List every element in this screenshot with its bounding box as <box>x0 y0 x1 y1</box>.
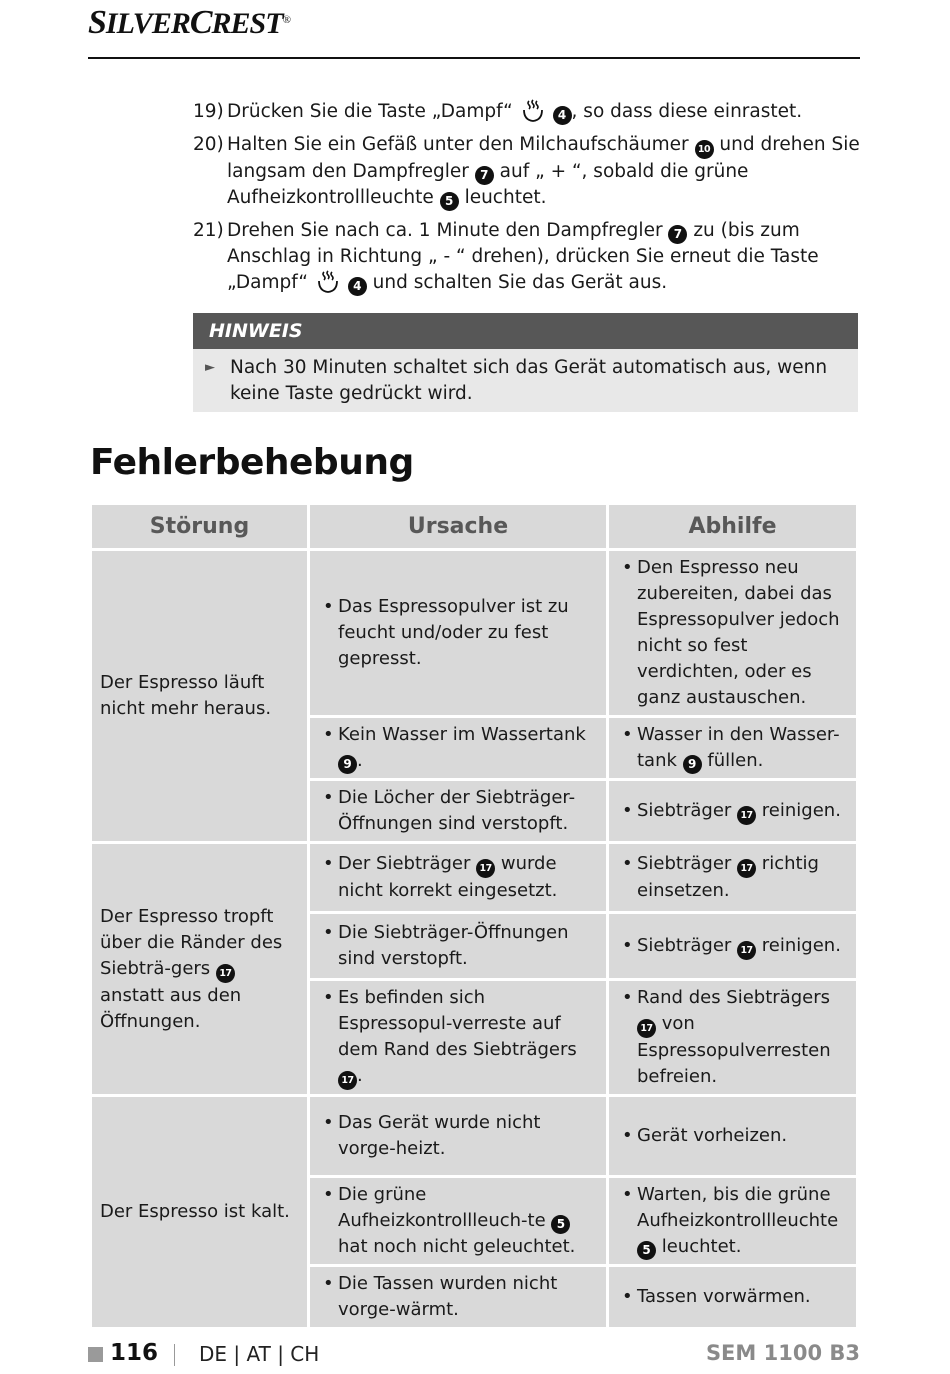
table-header-row <box>92 505 856 548</box>
problem-cell: Der Espresso ist kalt. <box>92 1097 307 1327</box>
language-codes: DE | AT | CH <box>199 1342 320 1366</box>
column-header: Ursache <box>310 505 606 548</box>
part-number-badge: 5 <box>637 1241 656 1260</box>
step-text-part: zu (bis zum Anschlag in Richtung „ - “ drehen), drücken Sie erneut die Taste „Dampf“ <box>227 220 819 293</box>
part-number-badge: 10 <box>695 140 714 159</box>
cause-cell: • Das Gerät wurde nicht vorge-heizt. <box>310 1097 606 1175</box>
remedy-cell: • Tassen vorwärmen. <box>609 1267 856 1327</box>
part-number-badge: 7 <box>668 225 687 244</box>
step-text-part: Drehen Sie nach ca. 1 Minute den Dampfregler <box>227 220 663 241</box>
step-19 <box>193 99 873 125</box>
step-number: 21) <box>193 220 224 241</box>
section-title: Fehlerbehebung <box>90 442 414 483</box>
step-text-part: Halten Sie ein Gefäß unter den Milchaufschäumer <box>227 134 689 155</box>
table-row <box>92 844 856 911</box>
step-text <box>227 99 873 125</box>
remedy-cell: • Warten, bis die grüne Aufheizkontrollleuchte 5 leuchtet. <box>609 1178 856 1264</box>
note-box <box>193 313 858 412</box>
part-number-badge: 17 <box>338 1071 357 1090</box>
part-number-badge: 7 <box>475 166 494 185</box>
instruction-steps <box>193 99 873 303</box>
column-header: Störung <box>92 505 307 548</box>
problem-cell: Der Espresso läuft nicht mehr heraus. <box>92 551 307 841</box>
part-number-badge: 4 <box>553 106 572 125</box>
part-number-badge: 17 <box>737 941 756 960</box>
part-number-badge: 4 <box>348 277 367 296</box>
remedy-cell: • Siebträger 17 reinigen. <box>609 781 856 841</box>
part-number-badge: 17 <box>216 964 235 983</box>
cause-cell: • Die Siebträger-Öffnungen sind verstopft. <box>310 914 606 978</box>
remedy-cell: • Rand des Siebträgers 17 von Espressopulverresten befreien. <box>609 981 856 1094</box>
note-title: HINWEIS <box>193 313 858 349</box>
part-number-badge: 5 <box>440 192 459 211</box>
remedy-cell: • Siebträger 17 reinigen. <box>609 914 856 978</box>
part-number-badge: 9 <box>338 755 357 774</box>
remedy-cell: • Gerät vorheizen. <box>609 1097 856 1175</box>
table-row <box>92 1097 856 1175</box>
steam-icon <box>521 99 545 123</box>
header-rule <box>88 57 860 59</box>
step-text-part: und drehen Sie langsam den Dampfregler <box>227 134 860 182</box>
problem-cell: Der Espresso tropft über die Ränder des Siebträ-gers 17 anstatt aus den Öffnungen. <box>92 844 307 1094</box>
part-number-badge: 17 <box>737 859 756 878</box>
cause-cell: • Es befinden sich Espressopul-verreste auf dem Rand des Siebträgers 17 . <box>310 981 606 1094</box>
step-text-part: auf „ + “, sobald die grüne Aufheizkontrollleuchte <box>227 161 749 208</box>
footer-square-icon <box>88 1347 103 1362</box>
part-number-badge: 17 <box>637 1019 656 1038</box>
note-text: Nach 30 Minuten schaltet sich das Gerät automatisch aus, wenn keine Taste gedrückt wird. <box>230 357 828 404</box>
step-text <box>227 218 873 296</box>
column-header: Abhilfe <box>609 505 856 548</box>
footer-divider <box>174 1344 175 1366</box>
part-number-badge: 5 <box>551 1215 570 1234</box>
part-number-badge: 9 <box>683 755 702 774</box>
cause-cell: • Der Siebträger 17 wurde nicht korrekt eingesetzt. <box>310 844 606 911</box>
step-number: 20) <box>193 134 224 155</box>
step-text-part: und schalten Sie das Gerät aus. <box>372 272 668 293</box>
steam-icon <box>316 270 340 294</box>
part-number-badge: 17 <box>476 859 495 878</box>
cause-cell: • Die Löcher der Siebträger-Öffnungen sind verstopft. <box>310 781 606 841</box>
cause-cell: • Kein Wasser im Wassertank 9 . <box>310 718 606 778</box>
arrow-bullet-icon: ► <box>205 360 215 375</box>
part-number-badge: 17 <box>737 806 756 825</box>
remedy-cell: • Den Espresso neu zubereiten, dabei das Espressopulver jedoch nicht so fest verdichten, oder es ganz austauschen. <box>609 551 856 715</box>
step-20 <box>193 132 873 211</box>
note-body <box>193 349 858 412</box>
cause-cell: • Die grüne Aufheizkontrollleuch-te 5 hat noch nicht geleuchtet. <box>310 1178 606 1264</box>
remedy-cell: • Siebträger 17 richtig einsetzen. <box>609 844 856 911</box>
page-number: 116 <box>110 1340 159 1366</box>
step-text <box>227 132 873 211</box>
step-text-part: Drücken Sie die Taste „Dampf“ <box>227 101 513 122</box>
troubleshooting-table <box>89 502 859 1330</box>
table-row <box>92 551 856 715</box>
step-text-part: , so dass diese einrastet. <box>571 101 803 122</box>
brand-logo: SILVERCREST® <box>88 4 290 41</box>
cause-cell: • Die Tassen wurden nicht vorge-wärmt. <box>310 1267 606 1327</box>
step-number: 19) <box>193 101 224 122</box>
step-text-part: leuchtet. <box>464 187 547 208</box>
step-21 <box>193 218 873 296</box>
page-footer <box>88 1340 860 1370</box>
remedy-cell: • Wasser in den Wasser-tank 9 füllen. <box>609 718 856 778</box>
model-number: SEM 1100 B3 <box>705 1341 860 1365</box>
cause-cell: • Das Espressopulver ist zu feucht und/oder zu fest gepresst. <box>310 551 606 715</box>
